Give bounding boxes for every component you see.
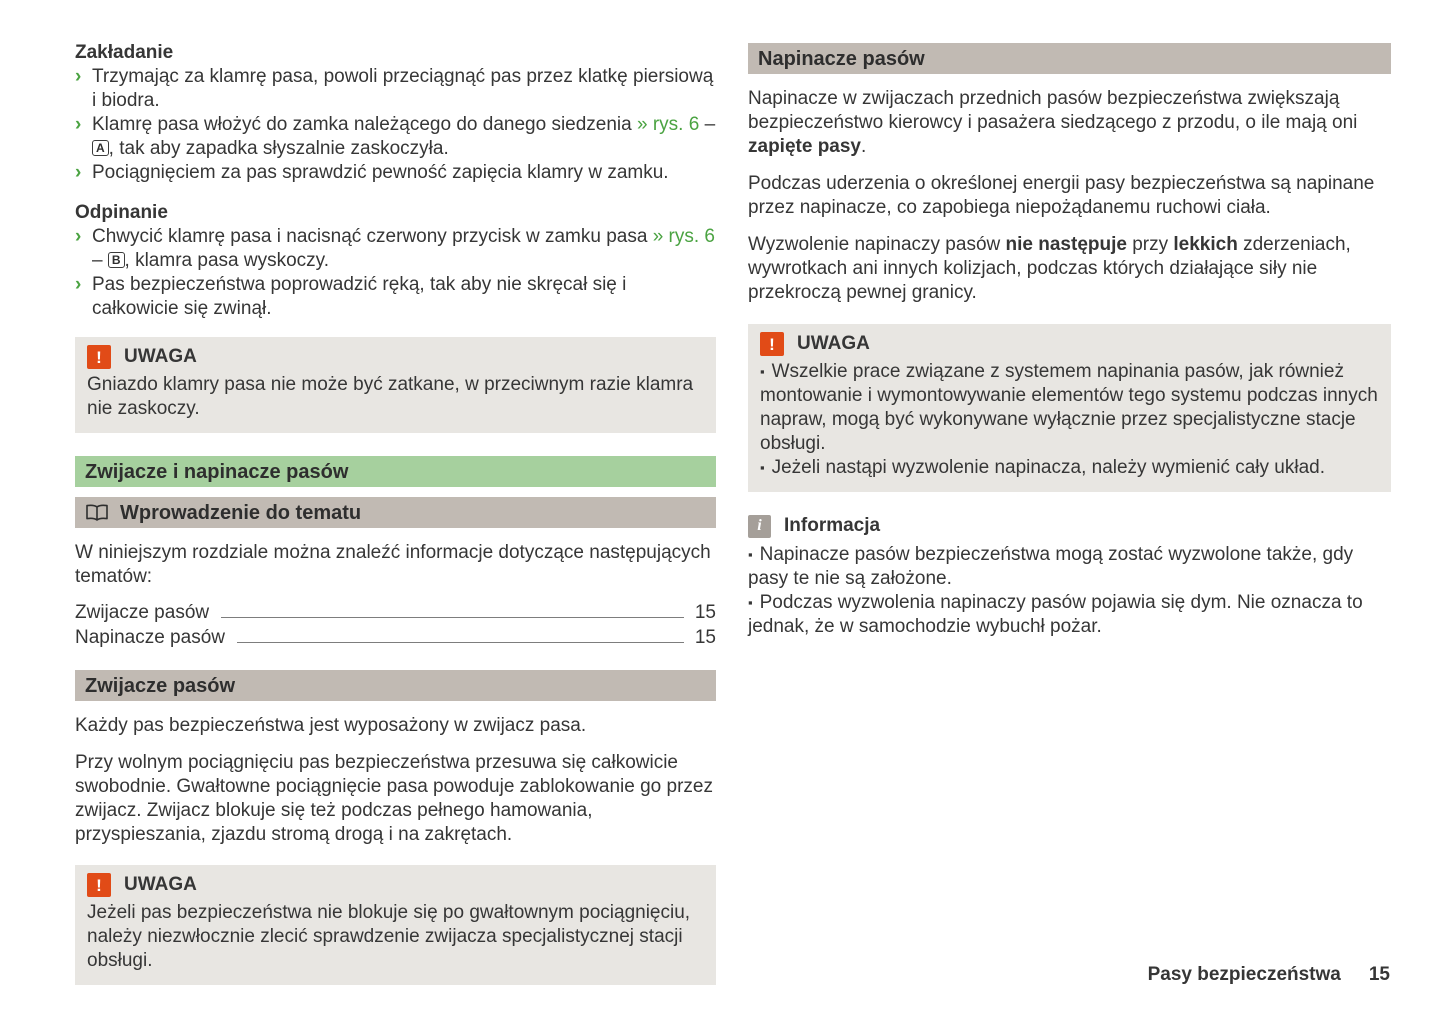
list-item	[760, 456, 1379, 480]
warning-title: UWAGA	[124, 874, 197, 895]
step-text: Chwycić klamrę pasa i nacisnąć czerwony przycisk w zamku pasa » rys. 6 – B , klamra pasa wyskoczy.	[92, 226, 715, 271]
info-block	[748, 514, 1391, 639]
warning-header	[87, 345, 704, 369]
warning-item-text: Wszelkie prace związane z systemem napinania pasów, jak również montowanie i wymontowywanie elementów tego systemu podczas innych napraw, mogą być wykonywane wyłącznie przez specjalistyczne stacje obsługi.	[760, 361, 1378, 454]
warning-icon: !	[87, 345, 111, 369]
toc-leader-line	[221, 617, 684, 618]
warning-text: Jeżeli pas bezpieczeństwa nie blokuje się po gwałtownym pociągnięciu, należy niezwłocznie zlecić sprawdzenie zwijacza specjalistycznej stacji obsługi.	[87, 902, 691, 971]
list-item	[75, 65, 716, 113]
warning-box-tensioners	[748, 324, 1391, 492]
list-item	[75, 161, 716, 185]
chapter-heading-bar	[75, 456, 716, 487]
chapter-heading: Zwijacze i napinacze pasów	[85, 460, 349, 483]
info-icon: i	[748, 515, 771, 538]
toc-page-number: 15	[694, 602, 716, 623]
toc-label: Zwijacze pasów	[75, 602, 210, 623]
warning-text: Gniazdo klamry pasa nie może być zatkane, w przeciwnym razie klamra nie zaskoczy.	[87, 374, 694, 419]
retractors-heading: Zwijacze pasów	[85, 674, 236, 697]
intro-paragraph: W niniejszym rozdziale można znaleźć informacje dotyczące następujących tematów:	[75, 542, 711, 587]
info-item-text: Napinacze pasów bezpieczeństwa mogą zostać wyzwolone także, gdy pasy te nie są założone.	[748, 544, 1354, 589]
square-bullet-icon: ▪	[748, 595, 753, 610]
tensioners-paragraph-3: Wyzwolenie napinaczy pasów nie następuje przy lekkich zderzeniach, wywrotkach ani innych kolizjach, podczas których działające siły nie przekroczą pewnej granicy.	[748, 234, 1351, 303]
toc-page-number: 15	[694, 627, 716, 648]
info-title: Informacja	[784, 515, 881, 536]
list-item	[748, 543, 1391, 591]
footer-page-number: 15	[1368, 964, 1390, 985]
toc-leader-line	[237, 642, 684, 643]
square-bullet-icon: ▪	[760, 460, 765, 475]
info-items	[748, 543, 1391, 639]
toc-entry[interactable]	[75, 601, 716, 626]
list-item	[75, 113, 716, 161]
list-item	[75, 225, 716, 273]
retractors-heading-bar	[75, 670, 716, 701]
callout-letter-badge: B	[108, 252, 125, 268]
toc-entry[interactable]	[75, 626, 716, 651]
bold-text: lekkich	[1173, 234, 1238, 255]
toc-label: Napinacze pasów	[75, 627, 225, 648]
warning-item-text: Jeżeli nastąpi wyzwolenie napinacza, należy wymienić cały układ.	[771, 457, 1325, 478]
warning-title: UWAGA	[124, 346, 197, 367]
list-item	[748, 591, 1391, 639]
info-item-text: Podczas wyzwolenia napinaczy pasów pojawia się dym. Nie oznacza to jednak, że w samochodzie wybuchł pożar.	[748, 592, 1363, 637]
figure-reference-link[interactable]: » rys. 6	[637, 114, 700, 135]
warning-title: UWAGA	[797, 333, 870, 354]
square-bullet-icon: ▪	[748, 547, 753, 562]
unfastening-steps	[75, 225, 716, 321]
warning-icon: !	[87, 873, 111, 897]
chevron-bullet-icon: ›	[75, 114, 82, 135]
retractors-paragraph-2: Przy wolnym pociągnięciu pas bezpieczeństwa przesuwa się całkowicie swobodnie. Gwałtowne pociągnięcie pasa powoduje zablokowanie go przez zwijacz. Zwijacz blokuje się też podczas pełnego hamowania, przyspieszania, zjazdu stromą drogą i na zakrętach.	[75, 752, 713, 845]
info-header	[748, 514, 1391, 538]
warning-box-buckle	[75, 337, 716, 433]
tensioners-heading: Napinacze pasów	[758, 47, 925, 70]
chevron-bullet-icon: ›	[75, 66, 82, 87]
warning-box-retractor	[75, 865, 716, 985]
chevron-bullet-icon: ›	[75, 162, 82, 183]
step-text: Trzymając za klamrę pasa, powoli przeciągnąć pas przez klatkę piersiową i biodra.	[92, 66, 714, 111]
fastening-steps	[75, 65, 716, 185]
left-column	[75, 41, 716, 985]
bold-text: nie następuje	[1005, 234, 1127, 255]
page-footer	[1148, 963, 1390, 987]
square-bullet-icon: ▪	[760, 364, 765, 379]
book-icon	[85, 504, 109, 522]
chevron-bullet-icon: ›	[75, 274, 82, 295]
callout-letter-badge: A	[92, 140, 109, 156]
warning-icon: !	[760, 332, 784, 356]
step-text: Pas bezpieczeństwa poprowadzić ręką, tak aby nie skręcał się i całkowicie się zwinął.	[92, 274, 627, 319]
warning-header	[760, 332, 1379, 356]
warning-items	[760, 360, 1379, 480]
chevron-bullet-icon: ›	[75, 226, 82, 247]
intro-heading: Wprowadzenie do tematu	[120, 501, 362, 524]
retractors-paragraph-1: Każdy pas bezpieczeństwa jest wyposażony w zwijacz pasa.	[75, 715, 587, 736]
table-of-contents	[75, 601, 716, 651]
tensioners-paragraph-1: Napinacze w zwijaczach przednich pasów bezpieczeństwa zwiększają bezpieczeństwo kierowcy i pasażera siedzącego z przodu, o ile mają oni zapięte pasy.	[748, 88, 1358, 157]
list-item	[760, 360, 1379, 456]
tensioners-heading-bar	[748, 43, 1391, 74]
intro-heading-bar	[75, 497, 716, 528]
warning-header	[87, 873, 704, 897]
unfastening-heading: Odpinanie	[75, 202, 168, 223]
fastening-heading: Zakładanie	[75, 42, 174, 63]
footer-section-label: Pasy bezpieczeństwa	[1147, 964, 1341, 985]
tensioners-paragraph-2: Podczas uderzenia o określonej energii pasy bezpieczeństwa są napinane przez napinacze, co zapobiega niepożądanemu ruchowi ciała.	[748, 173, 1375, 218]
list-item	[75, 273, 716, 321]
figure-reference-link[interactable]: » rys. 6	[652, 226, 715, 247]
step-text: Pociągnięciem za pas sprawdzić pewność zapięcia klamry w zamku.	[92, 162, 669, 183]
right-column	[748, 41, 1391, 639]
step-text: Klamrę pasa włożyć do zamka należącego do danego siedzenia » rys. 6 – A , tak aby zapadka słyszalnie zaskoczyła.	[92, 114, 716, 159]
bold-text: zapięte pasy	[748, 136, 861, 157]
